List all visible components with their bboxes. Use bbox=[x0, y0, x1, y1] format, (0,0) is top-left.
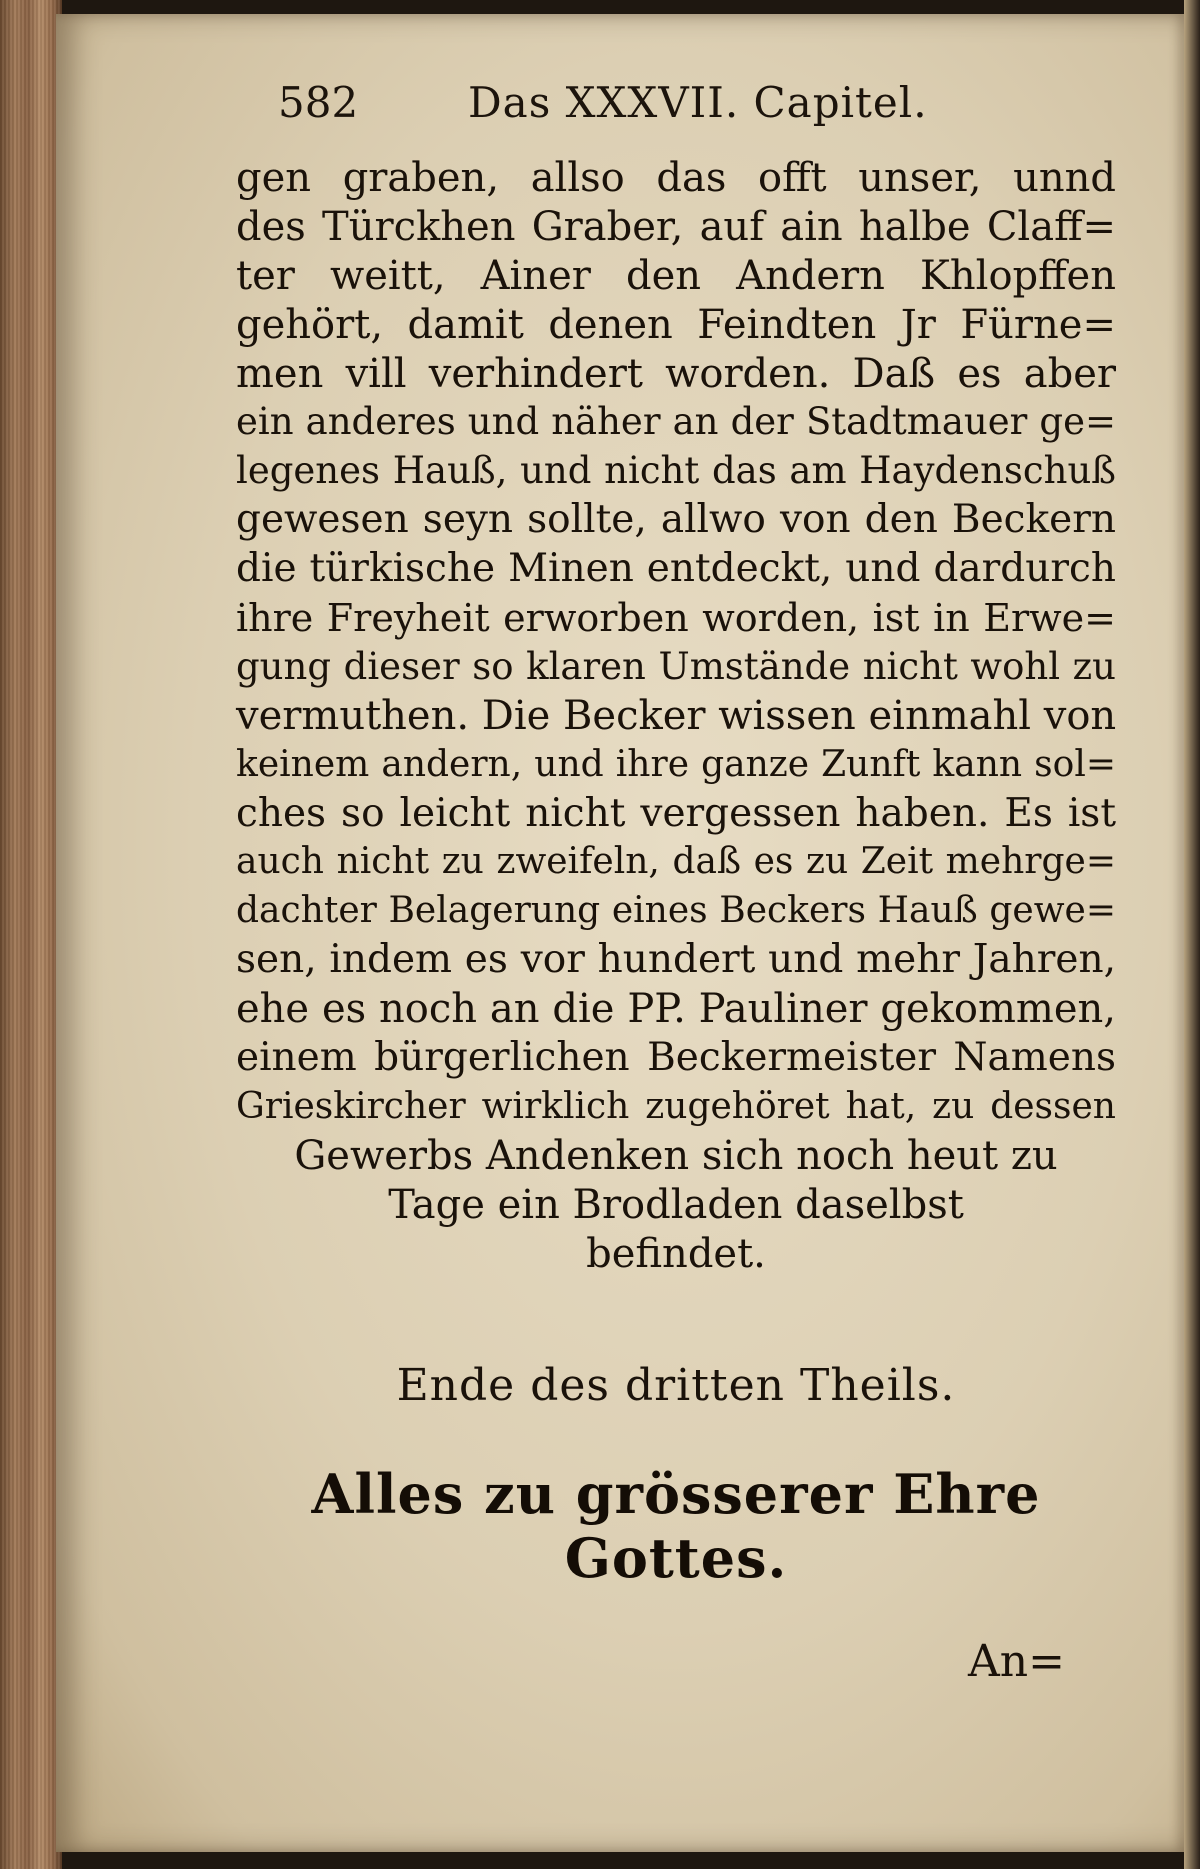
page-number: 582 bbox=[278, 78, 359, 127]
page-gutter-shadow bbox=[1184, 0, 1200, 1869]
text-line: gewesen seyn sollte, allwo von den Beckern bbox=[236, 497, 1116, 543]
closing-line: Gewerbs Andenken sich noch heut zu bbox=[294, 1132, 1058, 1179]
running-header bbox=[278, 78, 968, 140]
text-line: gehört, damit denen Feindten Jr Fürne= bbox=[236, 301, 1116, 348]
text-line: gen graben, allso das offt unser, unnd bbox=[236, 155, 1116, 201]
text-line: ches so leicht nicht vergessen haben. Es ist bbox=[236, 790, 1116, 836]
chapter-title: Das XXXVII. Capitel. bbox=[468, 78, 928, 127]
text-line: keinem andern, und ihre ganze Zunft kann sol= bbox=[236, 743, 1116, 785]
closing-line: befindet. bbox=[586, 1230, 766, 1277]
text-line: sen, indem es vor hundert und mehr Jahren, bbox=[236, 937, 1116, 983]
text-line: gung dieser so klaren Umstände nicht wohl zu bbox=[236, 644, 1116, 688]
text-line: ter weitt, Ainer den Andern Khlopffen bbox=[236, 252, 1116, 299]
text-line: einem bürgerlichen Beckermeister Namens bbox=[236, 1035, 1116, 1081]
text-line: des Türckhen Graber, auf ain halbe Claff= bbox=[236, 203, 1116, 250]
text-line: legenes Hauß, und nicht das am Haydenschuß bbox=[236, 449, 1116, 493]
text-line: men vill verhindert worden. Daß es aber bbox=[236, 350, 1116, 397]
closing-motto: Alles zu grösserer Ehre Gottes. bbox=[311, 1462, 1041, 1590]
page-edges bbox=[0, 0, 62, 1869]
closing-line: Tage ein Brodladen daselbst bbox=[388, 1181, 964, 1228]
text-line: dachter Belagerung eines Beckers Hauß gewe= bbox=[236, 890, 1116, 932]
text-line: vermuthen. Die Becker wissen einmahl von bbox=[236, 692, 1117, 739]
text-line: ehe es noch an die PP. Pauliner gekommen, bbox=[236, 986, 1116, 1033]
text-line: ihre Freyheit erworben worden, ist in Erwe= bbox=[236, 596, 1116, 641]
text-line: ein anderes und näher an der Stadtmauer ge= bbox=[236, 400, 1116, 444]
text-line: die türkische Minen entdeckt, und dardurch bbox=[236, 546, 1116, 592]
text-line: Grieskircher wirklich zugehöret hat, zu dessen bbox=[236, 1085, 1116, 1127]
body-text bbox=[236, 154, 1116, 1278]
text-line: auch nicht zu zweifeln, daß es zu Zeit mehrge= bbox=[236, 841, 1116, 883]
catchword: An= bbox=[968, 1636, 1065, 1687]
end-of-part-note: Ende des dritten Theils. bbox=[396, 1360, 956, 1411]
